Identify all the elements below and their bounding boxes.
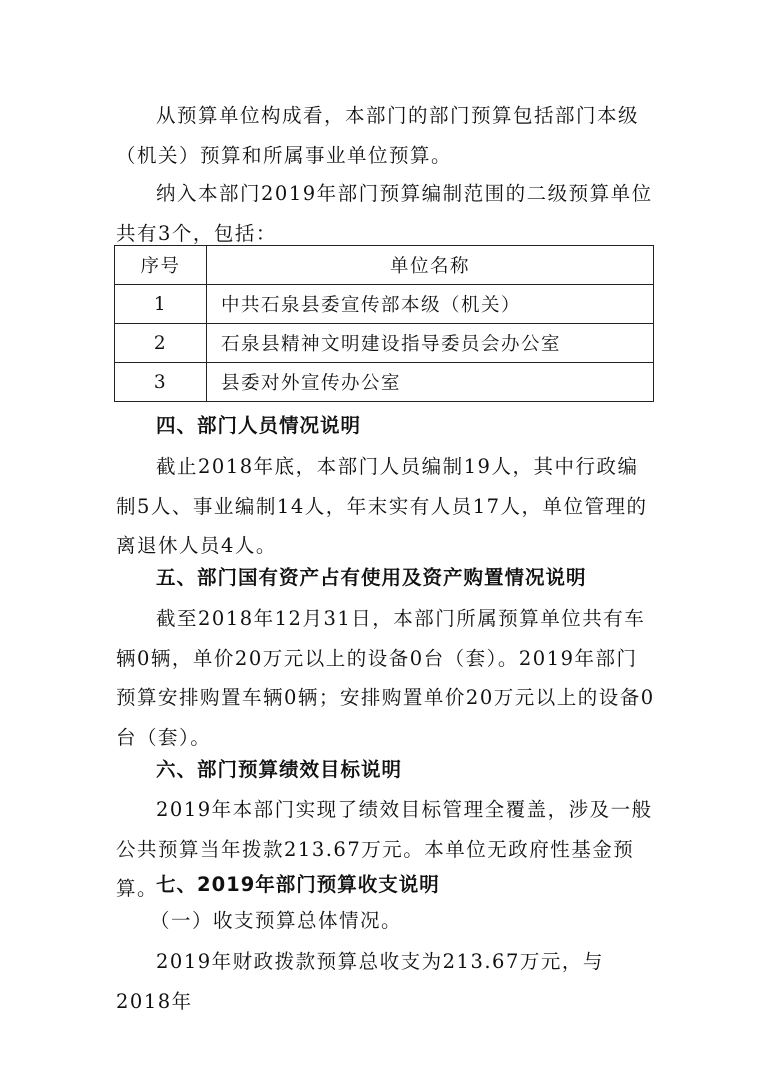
header-index: 序号 — [115, 246, 207, 285]
heading-staff: 四、部门人员情况说明 — [156, 414, 362, 437]
paragraph-budget-composition: 从预算单位构成看，本部门的部门预算包括部门本级（机关）预算和所属事业单位预算。 — [116, 104, 640, 167]
row-index: 1 — [115, 285, 207, 324]
table-header-row — [115, 246, 654, 285]
paragraph-secondary-units-intro: 纳入本部门2019年部门预算编制范围的二级预算单位共有3个，包括： — [116, 182, 653, 245]
heading-assets: 五、部门国有资产占有使用及资产购置情况说明 — [156, 566, 587, 589]
row-unit-name: 县委对外宣传办公室 — [207, 363, 654, 402]
header-unit-name: 单位名称 — [207, 246, 654, 285]
table-row — [115, 363, 654, 402]
paragraph-assets: 截至2018年12月31日，本部门所属预算单位共有车辆0辆，单价20万元以上的设备0台（套）。2019年部门预算安排购置车辆0辆；安排购置单价20万元以上的设备0台（套）。 — [116, 607, 655, 749]
heading-performance: 六、部门预算绩效目标说明 — [156, 758, 403, 781]
row-index: 2 — [115, 324, 207, 363]
row-index: 3 — [115, 363, 207, 402]
table-row — [115, 324, 654, 363]
heading-budget: 七、2019年部门预算收支说明 — [156, 873, 440, 896]
row-unit-name: 中共石泉县委宣传部本级（机关） — [207, 285, 654, 324]
table-row — [115, 285, 654, 324]
secondary-units-table — [114, 245, 654, 402]
paragraph-subsection: （一）收支预算总体情况。 — [150, 909, 403, 932]
paragraph-budget-total: 2019年财政拨款预算总收支为213.67万元，与2018年 — [116, 950, 604, 1013]
row-unit-name: 石泉县精神文明建设指导委员会办公室 — [207, 324, 654, 363]
paragraph-staff: 截止2018年底，本部门人员编制19人，其中行政编制5人、事业编制14人，年末实有人员17人，单位管理的离退休人员4人。 — [116, 455, 648, 557]
paragraph-performance: 2019年本部门实现了绩效目标管理全覆盖，涉及一般公共预算当年拨款213.67万元。本单位无政府性基金预算。 — [116, 798, 653, 900]
